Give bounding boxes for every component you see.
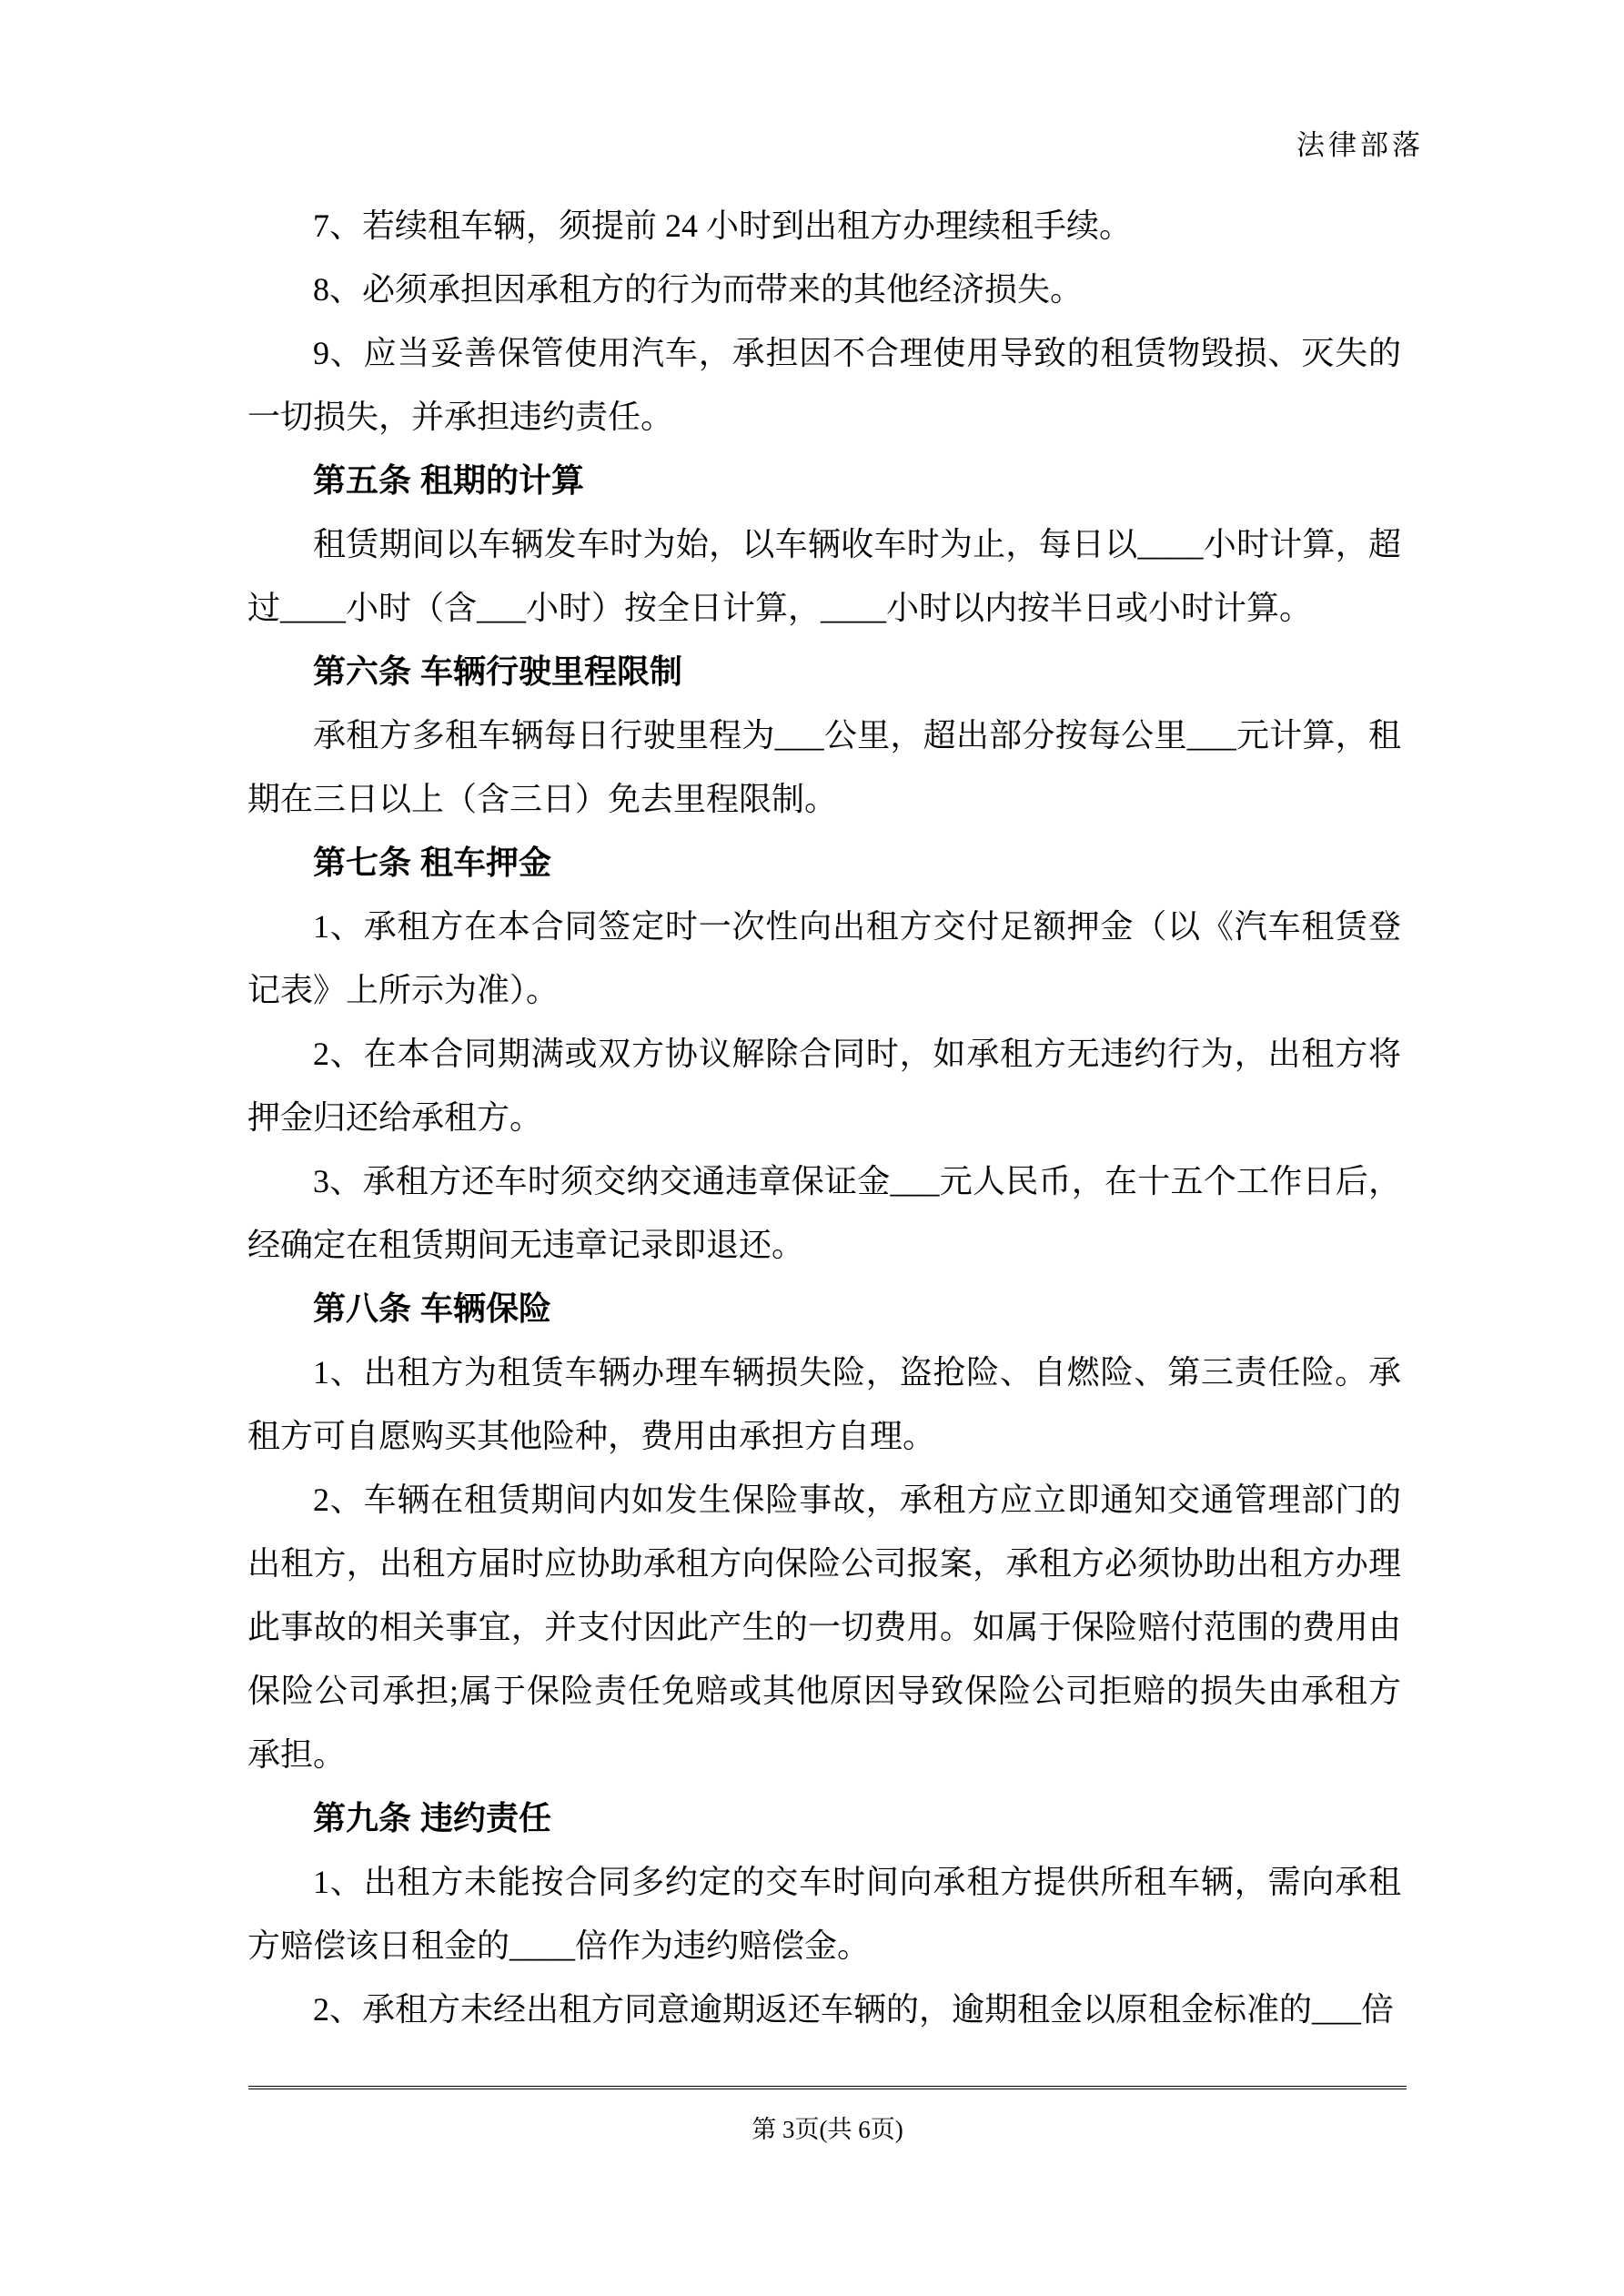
clause-9-paragraph: 9、应当妥善保管使用汽车，承担因不合理使用导致的租赁物毁损、灭失的一切损失，并承担违约责任。 [247,335,1401,435]
article-8-heading: 第八条 车辆保险 [313,1290,552,1327]
article-5-body: 租赁期间以车辆发车时为始，以车辆收车时为止，每日以____小时计算，超过____小时（含___小时）按全日计算，____小时以内按半日或小时计算。 [247,526,1401,626]
article-7-heading: 第七条 租车押金 [313,844,552,881]
brand-watermark: 法律部落 [1296,129,1424,161]
article-7-item-2: 2、在本合同期满或双方协议解除合同时，如承租方无违约行为，出租方将押金归还给承租方。 [247,1036,1401,1136]
article-9-item-2: 2、承租方未经出租方同意逾期返还车辆的，逾期租金以原租金标准的___倍 [313,1991,1395,2028]
article-8-item-1: 1、出租方为租赁车辆办理车辆损失险，盗抢险、自燃险、第三责任险。承租方可自愿购买其他险种，费用由承担方自理。 [247,1354,1401,1454]
clause-7-paragraph: 7、若续租车辆，须提前 24 小时到出租方办理续租手续。 [313,207,1133,244]
article-6-heading: 第六条 车辆行驶里程限制 [313,652,683,690]
document-body [247,194,1401,2041]
article-8-item-2: 2、车辆在租赁期间内如发生保险事故，承租方应立即通知交通管理部门的出租方，出租方届时应协助承租方向保险公司报案，承租方必须协助出租方办理此事故的相关事宜，并支付因此产生的一切费用。如属于保险赔付范围的费用由保险公司承担;属于保险责任免赔或其他原因导致保险公司拒赔的损失由承租方承担。 [247,1482,1401,1773]
article-9-item-1: 1、出租方未能按合同多约定的交车时间向承租方提供所租车辆，需向承租方赔偿该日租金的____倍作为违约赔偿金。 [247,1864,1401,1964]
clause-8-paragraph: 8、必须承担因承租方的行为而带来的其他经济损失。 [313,271,1084,308]
page-number: 第 3页(共 6页) [751,2116,903,2143]
footer-divider [248,2086,1407,2089]
article-7-item-1: 1、承租方在本合同签定时一次性向出租方交付足额押金（以《汽车租赁登记表》上所示为准）。 [247,908,1401,1008]
article-6-body: 承租方多租车辆每日行驶里程为___公里，超出部分按每公里___元计算，租期在三日以上（含三日）免去里程限制。 [247,717,1401,817]
article-5-heading: 第五条 租期的计算 [313,461,585,499]
article-9-heading: 第九条 违约责任 [313,1799,552,1836]
article-7-item-3: 3、承租方还车时须交纳交通违章保证金___元人民币，在十五个工作日后，经确定在租赁期间无违章记录即退还。 [247,1163,1401,1263]
